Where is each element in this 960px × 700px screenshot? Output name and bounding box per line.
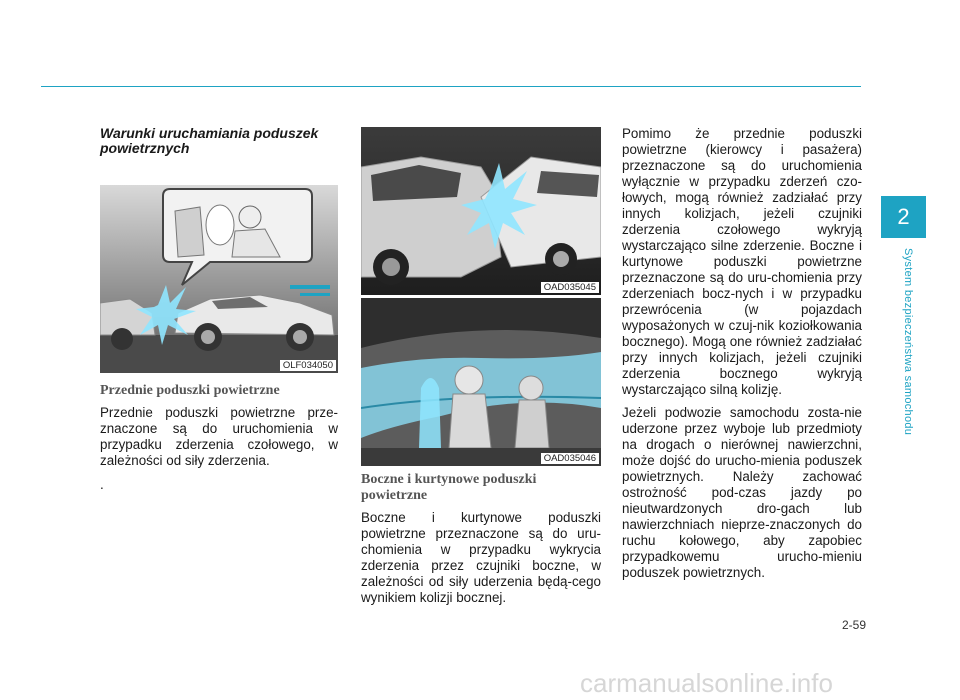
column-left [100,126,338,493]
column-middle [361,127,601,606]
paragraph-deployment-conditions: Pomimo że przednie poduszki powietrzne (kierowcy i pasażera) przeznaczone są do uruchomienia wyłącznie w przypadku zderzeń czo-łowych, mogą również zadziałać przy innych kolizjach, jeżeli czujniki zderzenia czołowego wykryją wystarczająco silne zderzenie. Boczne i kurtynowe poduszki powietrzne przeznaczone są do uru-chomienia przy zderzeniach bocz-nych i w przypadku przewrócenia (w pojazdach wyposażonych w czuj-nik koziołkowania bocznego). Mogą one również zadziałać przy innych kolizjach, jeżeli czujniki zderzenia bocznego wykryją wystarczająco silną kolizję. [622,126,862,397]
stray-dot: . [100,477,104,492]
front-collision-illustration [100,185,338,373]
curtain-airbag-illustration [361,298,601,466]
chapter-tab[interactable]: 2 [881,196,926,238]
subheading-side-airbags: Boczne i kurtynowe poduszki powietrzne [361,472,537,503]
figure-code: OAD035046 [541,453,599,464]
figure-code: OLF034050 [280,360,336,371]
figure-side-collision [361,127,601,295]
figure-front-airbag [100,185,338,373]
figure-curtain-airbag [361,298,601,466]
figure-code: OAD035045 [541,282,599,293]
paragraph-front-airbags: Przednie poduszki powietrzne prze-znaczone są do uruchomienia w przypadku zderzenia czołowego, w zależności od siły zderzenia. [100,405,338,468]
paragraph-side-airbags: Boczne i kurtynowe poduszki powietrzne przeznaczone są do uru-chomienia w przypadku wykrycia zderzenia przez czujniki boczne, w zależności od siły uderzenia będą-cego wynikiem kolizji bocznej. [361,510,601,605]
column-right [622,126,862,581]
section-title: Warunki uruchamiania poduszek powietrznych [100,125,319,156]
page-number: 2-59 [841,618,866,632]
header-rule [41,86,861,87]
chapter-side-title: System bezpieczeństwa samochodu [902,248,914,436]
watermark: carmanualsonline.info [580,668,833,698]
paragraph-undercarriage-warning: Jeżeli podwozie samochodu zosta-nie uderzone przez wyboje lub przedmioty na drogach o nierównej nawierzchni, może dojść do urucho-mienia poduszek powietrznych. Należy zachować ostrożność pod-czas jazdy po nieutwardzonych dro-gach lub nawierzchniach nieprze-znaczonych do ruchu kołowego, aby zapobiec przypadkowemu urucho-mieniu poduszek powietrznych. [622,405,862,580]
subheading-front-airbags: Przednie poduszki powietrzne [100,383,280,398]
side-collision-illustration [361,127,601,295]
